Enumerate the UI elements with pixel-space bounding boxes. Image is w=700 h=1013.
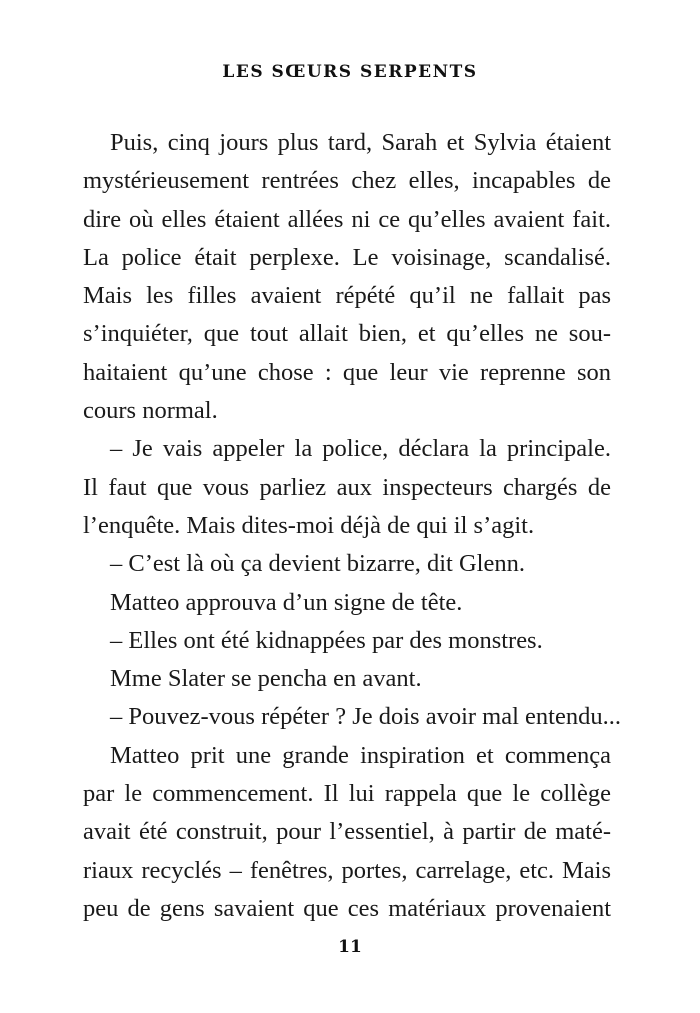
text-line: – Je vais appeler la police, déclara la principale. <box>110 435 611 463</box>
text-line: riaux recyclés – fenêtres, portes, carrelage, etc. Mais <box>83 856 611 884</box>
body-text <box>83 124 621 928</box>
text-line: – Elles ont été kidnappées par des monstres. <box>110 626 543 654</box>
text-line: Puis, cinq jours plus tard, Sarah et Sylvia étaient <box>110 129 611 156</box>
text-line: avait été construit, pour l’essentiel, à partir de maté- <box>83 818 611 846</box>
text-line: peu de gens savaient que ces matériaux provenaient <box>83 894 611 922</box>
text-line: Matteo prit une grande inspiration et commença <box>110 741 611 769</box>
text-line: – C’est là où ça devient bizarre, dit Glenn. <box>110 550 525 578</box>
text-line: Il faut que vous parliez aux inspecteurs chargés de <box>83 473 611 501</box>
running-head-title: LES SŒURS SERPENTS <box>222 62 478 82</box>
text-line: La police était perplexe. Le voisinage, scandalisé. <box>83 243 611 271</box>
text-line: s’inquiéter, que tout allait bien, et qu’elles ne sou- <box>83 320 611 348</box>
text-line: mystérieusement rentrées chez elles, incapables de <box>83 167 611 195</box>
text-line: Mais les filles avaient répété qu’il ne fallait pas <box>83 282 611 310</box>
text-line: haitaient qu’une chose : que leur vie reprenne son <box>83 358 611 386</box>
text-line: cours normal. <box>83 397 218 425</box>
text-line: Mme Slater se pencha en avant. <box>110 665 422 693</box>
page-number: 11 <box>338 937 362 957</box>
text-line: Matteo approuva d’un signe de tête. <box>110 588 463 616</box>
text-line: l’enquête. Mais dites-moi déjà de qui il s’agit. <box>83 511 535 539</box>
text-line: – Pouvez-vous répéter ? Je dois avoir mal entendu... <box>110 703 621 731</box>
text-line: dire où elles étaient allées ni ce qu’elles avaient fait. <box>83 205 611 233</box>
text-line: par le commencement. Il lui rappela que le collège <box>83 780 611 808</box>
